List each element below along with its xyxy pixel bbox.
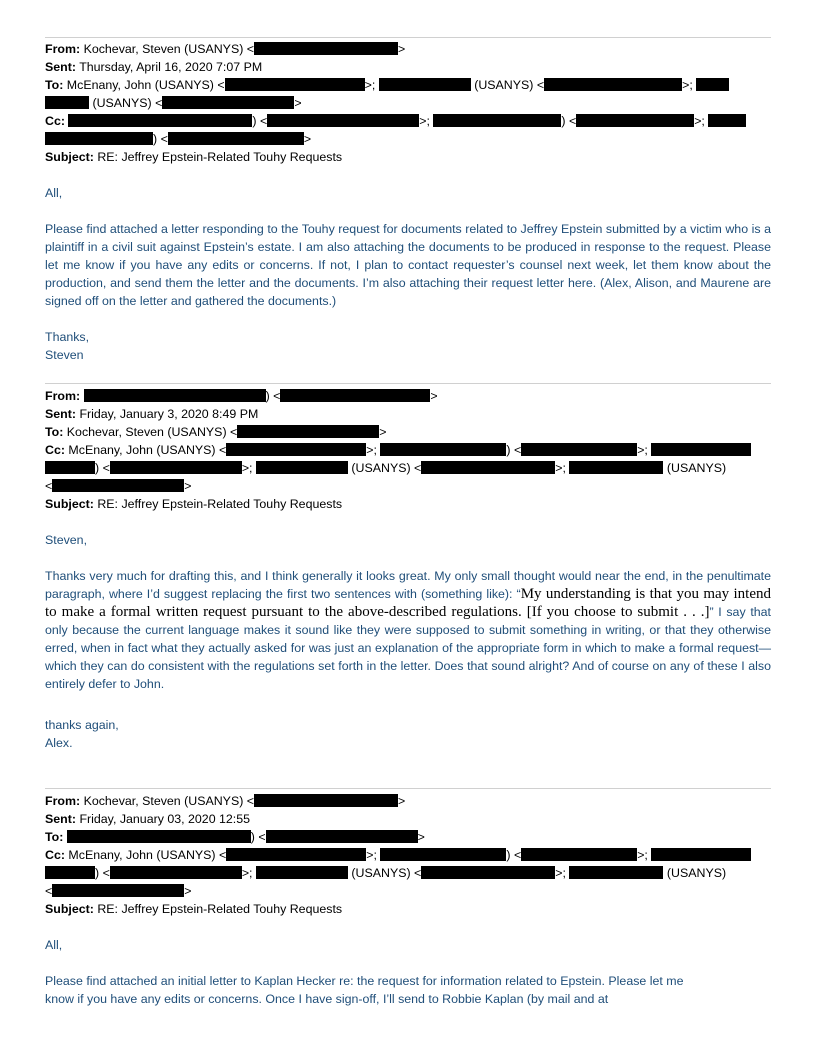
- email1-subject-line: [45, 148, 342, 166]
- separator-rule: [45, 37, 771, 38]
- sent-value: Friday, January 03, 2020 12:55: [79, 812, 251, 826]
- redaction-box: [379, 78, 471, 91]
- sent-value: Friday, January 3, 2020 8:49 PM: [79, 407, 259, 421]
- redaction-box: [256, 866, 348, 879]
- email3-greeting: All,: [45, 938, 63, 952]
- from-label: From:: [45, 389, 81, 403]
- subject-value: RE: Jeffrey Epstein-Related Touhy Requests: [97, 902, 343, 916]
- redaction-box: [226, 848, 366, 861]
- redaction-box: [651, 848, 751, 861]
- email2-closing: thanks again,: [45, 718, 119, 732]
- redaction-box: [433, 114, 561, 127]
- email2-cc-line: Cc: McEnany, John (USANYS) < >; ) < >;: [45, 441, 751, 459]
- redaction-box: [45, 132, 153, 145]
- redaction-box: [421, 461, 555, 474]
- redaction-box: [521, 848, 637, 861]
- sent-label: Sent:: [45, 60, 76, 74]
- email2-cc-line-2: ) < >; (USANYS) < >; (USANYS): [45, 459, 726, 477]
- email3-cc-line-3: < >: [45, 884, 192, 898]
- redaction-box: [380, 848, 506, 861]
- sent-label: Sent:: [45, 407, 76, 421]
- redaction-box: [67, 830, 251, 843]
- redaction-box: [696, 78, 729, 91]
- redaction-box: [380, 443, 506, 456]
- email3-body-line-2: know if you have any edits or concerns. Once I have sign-off, I’ll send to Robbie Kaplan (by mail and at: [45, 992, 609, 1006]
- redaction-box: [254, 794, 398, 807]
- body-text-part1: Thanks very much for drafting this, and I think generally it looks great. My only small thought would near the end, in the penultimate paragraph, where I’d suggest replacing the first two sentences with (something like): “: [45, 569, 771, 601]
- from-label: From:: [45, 42, 81, 56]
- cc-value: McEnany, John (USANYS) <: [68, 848, 227, 862]
- cc-label: Cc:: [45, 443, 65, 457]
- email3-to-line: To: ) < >: [45, 830, 425, 844]
- email3-from-line: From: Kochevar, Steven (USANYS) < >: [45, 794, 406, 808]
- redaction-box: [162, 96, 294, 109]
- redaction-box: [110, 461, 242, 474]
- to-label: To:: [45, 425, 64, 439]
- email1-thanks: Thanks,: [45, 330, 90, 344]
- subject-value: RE: Jeffrey Epstein-Related Touhy Requests: [97, 497, 343, 511]
- redaction-box: [280, 389, 430, 402]
- redaction-box: [651, 443, 751, 456]
- email2-body: [45, 567, 771, 693]
- email3-subject-line: [45, 900, 342, 918]
- redaction-box: [266, 830, 418, 843]
- from-value: Kochevar, Steven (USANYS) <: [83, 42, 255, 56]
- redaction-box: [569, 866, 663, 879]
- email3-cc-line-2: ) < >; (USANYS) < >; (USANYS): [45, 864, 726, 882]
- redaction-box: [45, 866, 95, 879]
- quoted-text: My understanding is that you may intend to make a formal written request pursuant to the above-described regulations. [If you choose to submit . . .]: [45, 586, 772, 620]
- redaction-box: [110, 866, 242, 879]
- email3-sent-line: [45, 810, 250, 828]
- email2-from-line: From: ) < >: [45, 389, 438, 403]
- email1-to-line-2: (USANYS) < >: [45, 94, 302, 112]
- email1-from-line: From: Kochevar, Steven (USANYS) < >: [45, 42, 406, 56]
- email1-cc-line: Cc: ) < >; ) < >;: [45, 112, 746, 130]
- from-value: Kochevar, Steven (USANYS) <: [83, 794, 255, 808]
- redaction-box: [544, 78, 682, 91]
- from-label: From:: [45, 794, 81, 808]
- subject-label: Subject:: [45, 150, 94, 164]
- redaction-box: [521, 443, 637, 456]
- redaction-box: [237, 425, 379, 438]
- redaction-box: [225, 78, 365, 91]
- email1-body: Please find attached a letter responding to the Touhy request for documents related to Jeffrey Epstein submitted by a victim who is a plaintiff in a civil suit against Epstein’s estate. I am also attaching the documents to be produced in response to the request. Please let me know if you have any edits or concerns. If not, I plan to contact requester’s counsel next week, let them know about the production, and send them the letter and the documents. I’m also attaching their request letter here. (Alex, Alison, and Maurene are signed off on the letter and gathered the documents.): [45, 222, 771, 308]
- cc-value: McEnany, John (USANYS) <: [68, 443, 227, 457]
- cc-label: Cc:: [45, 848, 65, 862]
- to-value: McEnany, John (USANYS) <: [66, 78, 225, 92]
- redaction-box: [576, 114, 694, 127]
- email2-greeting: Steven,: [45, 533, 88, 547]
- redaction-box: [708, 114, 746, 127]
- email2-to-line: To: Kochevar, Steven (USANYS) < >: [45, 425, 387, 439]
- redaction-box: [421, 866, 555, 879]
- subject-value: RE: Jeffrey Epstein-Related Touhy Requests: [97, 150, 343, 164]
- email2-subject-line: [45, 495, 342, 513]
- to-label: To:: [45, 830, 64, 844]
- body-text-part2: ” I say that only because the current language makes it sound like they were supposed to submit something in writing, or that they otherwise erred, when in fact what they actually asked for was just an explanation of the appropriate form in which to make a formal request—which they can do consistent with the regulations set forth in the letter. Does that sound alright? And of course on any of these I also entirely defer to John.: [45, 605, 771, 691]
- email3-cc-line: Cc: McEnany, John (USANYS) < >; ) < >;: [45, 846, 751, 864]
- email2-sent-line: [45, 405, 258, 423]
- subject-label: Subject:: [45, 497, 94, 511]
- redaction-box: [45, 461, 95, 474]
- redaction-box: [254, 42, 398, 55]
- redaction-box: [256, 461, 348, 474]
- separator-rule: [45, 788, 771, 789]
- to-value: Kochevar, Steven (USANYS) <: [66, 425, 238, 439]
- email1-signature: Steven: [45, 348, 84, 362]
- email1-to-line: To: McEnany, John (USANYS) < >; (USANYS) < >;: [45, 76, 729, 94]
- redaction-box: [68, 114, 252, 127]
- email2-cc-line-3: < >: [45, 479, 192, 493]
- redaction-box: [84, 389, 266, 402]
- sent-value: Thursday, April 16, 2020 7:07 PM: [79, 60, 263, 74]
- email1-sent-line: [45, 58, 262, 76]
- cc-label: Cc:: [45, 114, 65, 128]
- redaction-box: [168, 132, 304, 145]
- separator-rule: [45, 383, 771, 384]
- to-label: To:: [45, 78, 64, 92]
- email3-body-line-1: Please find attached an initial letter to Kaplan Hecker re: the request for information related to Epstein. Please let me: [45, 974, 684, 988]
- email2-signature: Alex.: [45, 736, 73, 750]
- subject-label: Subject:: [45, 902, 94, 916]
- redaction-box: [569, 461, 663, 474]
- redaction-box: [267, 114, 419, 127]
- redaction-box: [45, 96, 89, 109]
- email1-greeting: All,: [45, 186, 63, 200]
- redaction-box: [52, 884, 184, 897]
- email1-cc-line-2: ) < >: [45, 130, 311, 148]
- redaction-box: [226, 443, 366, 456]
- sent-label: Sent:: [45, 812, 76, 826]
- redaction-box: [52, 479, 184, 492]
